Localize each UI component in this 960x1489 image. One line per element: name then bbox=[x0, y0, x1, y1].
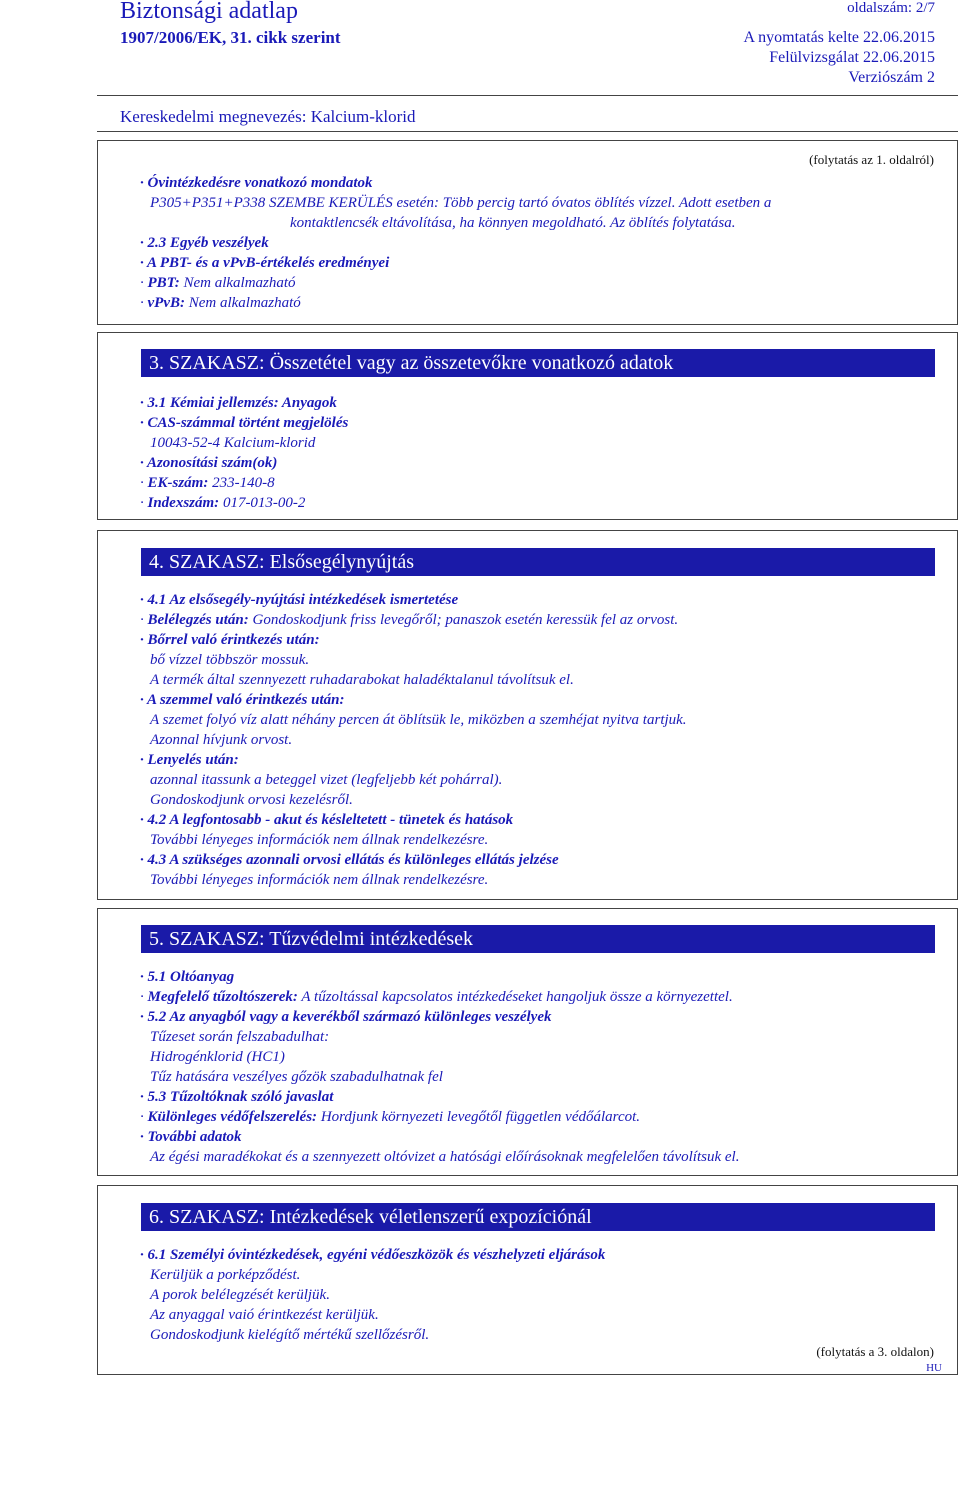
index-row bbox=[140, 493, 305, 513]
swallowing-line-2: Gondoskodjunk orvosi kezelésről. bbox=[150, 792, 353, 808]
suitable-agents-text: A tűzoltással kapcsolatos intézkedéseket hangoljuk össze a környezettel. bbox=[301, 989, 733, 1005]
precaution-heading: · Óvintézkedésre vonatkozó mondatok bbox=[140, 173, 373, 193]
precaution-line-1: P305+P351+P338 SZEMBE KERÜLÉS esetén: Több percig tartó óvatos öblítés vízzel. Adott esetben a bbox=[150, 195, 772, 211]
vpvb-label: vPvB: bbox=[147, 295, 185, 311]
index-label: Indexszám: bbox=[147, 495, 220, 511]
special-hazards-heading: · 5.2 Az anyagból vagy a keverékből származó különleges veszélyek bbox=[140, 1007, 551, 1027]
special-hazards-line-3: Tűz hatására veszélyes gőzök szabadulhatnak fel bbox=[150, 1069, 443, 1085]
protective-equipment-label: Különleges védőfelszerelés: bbox=[147, 1109, 318, 1125]
trade-name: Kereskedelmi megnevezés: Kalcium-klorid bbox=[120, 107, 416, 126]
skin-contact-heading: · Bőrrel való érintkezés után: bbox=[140, 630, 320, 650]
personal-precautions-line-1: Kerüljük a porképződést. bbox=[150, 1267, 301, 1283]
medical-attention-heading: · 4.3 A szükséges azonnali orvosi ellátás és különleges ellátás jelzése bbox=[140, 850, 559, 870]
version-number: Verziószám 2 bbox=[848, 69, 935, 86]
personal-precautions-line-3: Az anyaggal vaió érintkezést kerüljük. bbox=[150, 1307, 379, 1323]
skin-contact-line-2: A termék által szennyezett ruhadarabokat haladéktalanul távolítsuk el. bbox=[150, 672, 574, 688]
first-aid-heading: · 4.1 Az elsősegély-nyújtási intézkedések ismertetése bbox=[140, 590, 458, 610]
further-info-text: Az égési maradékokat és a szennyezett oltóvizet a hatósági előírásoknak megfelelően távolítsuk el. bbox=[150, 1149, 740, 1165]
continued-on-next: (folytatás a 3. oldalon) bbox=[816, 1344, 934, 1359]
pbt-row bbox=[140, 273, 296, 293]
symptoms-text: További lényeges információk nem állnak rendelkezésre. bbox=[150, 832, 489, 848]
header-divider bbox=[97, 95, 958, 96]
pbt-label: PBT: bbox=[147, 275, 180, 291]
other-hazards-heading: · 2.3 Egyéb veszélyek bbox=[140, 233, 269, 253]
symptoms-heading: · 4.2 A legfontosabb - akut és késleltetett - tünetek és hatások bbox=[140, 810, 513, 830]
page-number: oldalszám: 2/7 bbox=[847, 0, 935, 16]
language-code: HU bbox=[926, 1362, 942, 1374]
skin-contact-line-1: bő vízzel többször mossuk. bbox=[150, 652, 310, 668]
section-3-title bbox=[141, 349, 935, 377]
continued-from: (folytatás az 1. oldalról) bbox=[809, 152, 934, 167]
extinguishing-media-heading: · 5.1 Oltóanyag bbox=[140, 967, 234, 987]
swallowing-heading: · Lenyelés után: bbox=[140, 750, 239, 770]
section-6-title bbox=[141, 1203, 935, 1231]
ek-value: 233-140-8 bbox=[212, 475, 275, 491]
inhalation-text: Gondoskodjunk friss levegőről; panaszok esetén keressük fel az orvost. bbox=[252, 612, 679, 628]
chemical-characterization: · 3.1 Kémiai jellemzés: Anyagok bbox=[140, 393, 337, 413]
suitable-agents-label: Megfelelő tűzoltószerek: bbox=[147, 989, 298, 1005]
revision-date: Felülvizsgálat 22.06.2015 bbox=[769, 49, 935, 66]
ek-row bbox=[140, 473, 275, 493]
section-4-title bbox=[141, 548, 935, 576]
header-divider-bottom bbox=[97, 131, 958, 132]
vpvb-value: Nem alkalmazható bbox=[188, 295, 301, 311]
section-4-title-text: 4. SZAKASZ: Elsősegélynyújtás bbox=[149, 551, 414, 573]
special-hazards-line-2: Hidrogénklorid (HC1) bbox=[150, 1049, 285, 1065]
document-title: Biztonsági adatlap bbox=[120, 0, 298, 24]
firefighters-advice-heading: · 5.3 Tűzoltóknak szóló javaslat bbox=[140, 1087, 333, 1107]
section-3-title-text: 3. SZAKASZ: Összetétel vagy az összetevőkre vonatkozó adatok bbox=[149, 352, 674, 374]
inhalation-label: Belélegzés után: bbox=[147, 612, 249, 628]
eye-contact-line-2: Azonnal hívjunk orvost. bbox=[150, 732, 293, 748]
cas-heading: · CAS-számmal történt megjelölés bbox=[140, 413, 348, 433]
swallowing-line-1: azonnal itassunk a beteggel vizet (legfeljebb két pohárral). bbox=[150, 772, 503, 788]
personal-precautions-line-4: Gondoskodjunk kielégítő mértékű szellőzésről. bbox=[150, 1327, 430, 1343]
special-hazards-line-1: Tűzeset során felszabadulhat: bbox=[150, 1029, 330, 1045]
inhalation-row bbox=[140, 610, 678, 630]
identifiers-heading: · Azonosítási szám(ok) bbox=[140, 453, 277, 473]
protective-equipment-text: Hordjunk környezeti levegőtől független védőálarcot. bbox=[320, 1109, 641, 1125]
regulation-reference: 1907/2006/EK, 31. cikk szerint bbox=[120, 28, 341, 47]
section-5-title-text: 5. SZAKASZ: Tűzvédelmi intézkedések bbox=[149, 928, 474, 950]
index-value: 017-013-00-2 bbox=[222, 495, 306, 511]
personal-precautions-heading: · 6.1 Személyi óvintézkedések, egyéni védőeszközök és vészhelyzeti eljárások bbox=[140, 1245, 605, 1265]
personal-precautions-line-2: A porok belélegzését kerüljük. bbox=[150, 1287, 330, 1303]
section-5-title bbox=[141, 925, 935, 953]
protective-equipment-row bbox=[140, 1107, 640, 1127]
further-info-heading: · További adatok bbox=[140, 1127, 242, 1147]
header-dates bbox=[743, 28, 935, 88]
pbt-value: Nem alkalmazható bbox=[183, 275, 296, 291]
vpvb-row bbox=[140, 293, 301, 313]
eye-contact-heading: · A szemmel való érintkezés után: bbox=[140, 690, 344, 710]
medical-attention-text: További lényeges információk nem állnak rendelkezésre. bbox=[150, 872, 489, 888]
ek-label: EK-szám: bbox=[147, 475, 209, 491]
section-6-title-text: 6. SZAKASZ: Intézkedések véletlenszerű expozíciónál bbox=[149, 1206, 592, 1228]
pbt-results-heading: · A PBT- és a vPvB-értékelés eredményei bbox=[140, 253, 389, 273]
print-date: A nyomtatás kelte 22.06.2015 bbox=[743, 29, 935, 46]
cas-value: 10043-52-4 Kalcium-klorid bbox=[150, 435, 316, 451]
eye-contact-line-1: A szemet folyó víz alatt néhány percen át öblítsük le, miközben a szemhéjat nyitva tartjuk. bbox=[150, 712, 687, 728]
precaution-line-2: kontaktlencsék eltávolítása, ha könnyen megoldható. Az öblítés folytatása. bbox=[290, 215, 736, 231]
suitable-agents-row bbox=[140, 987, 733, 1007]
